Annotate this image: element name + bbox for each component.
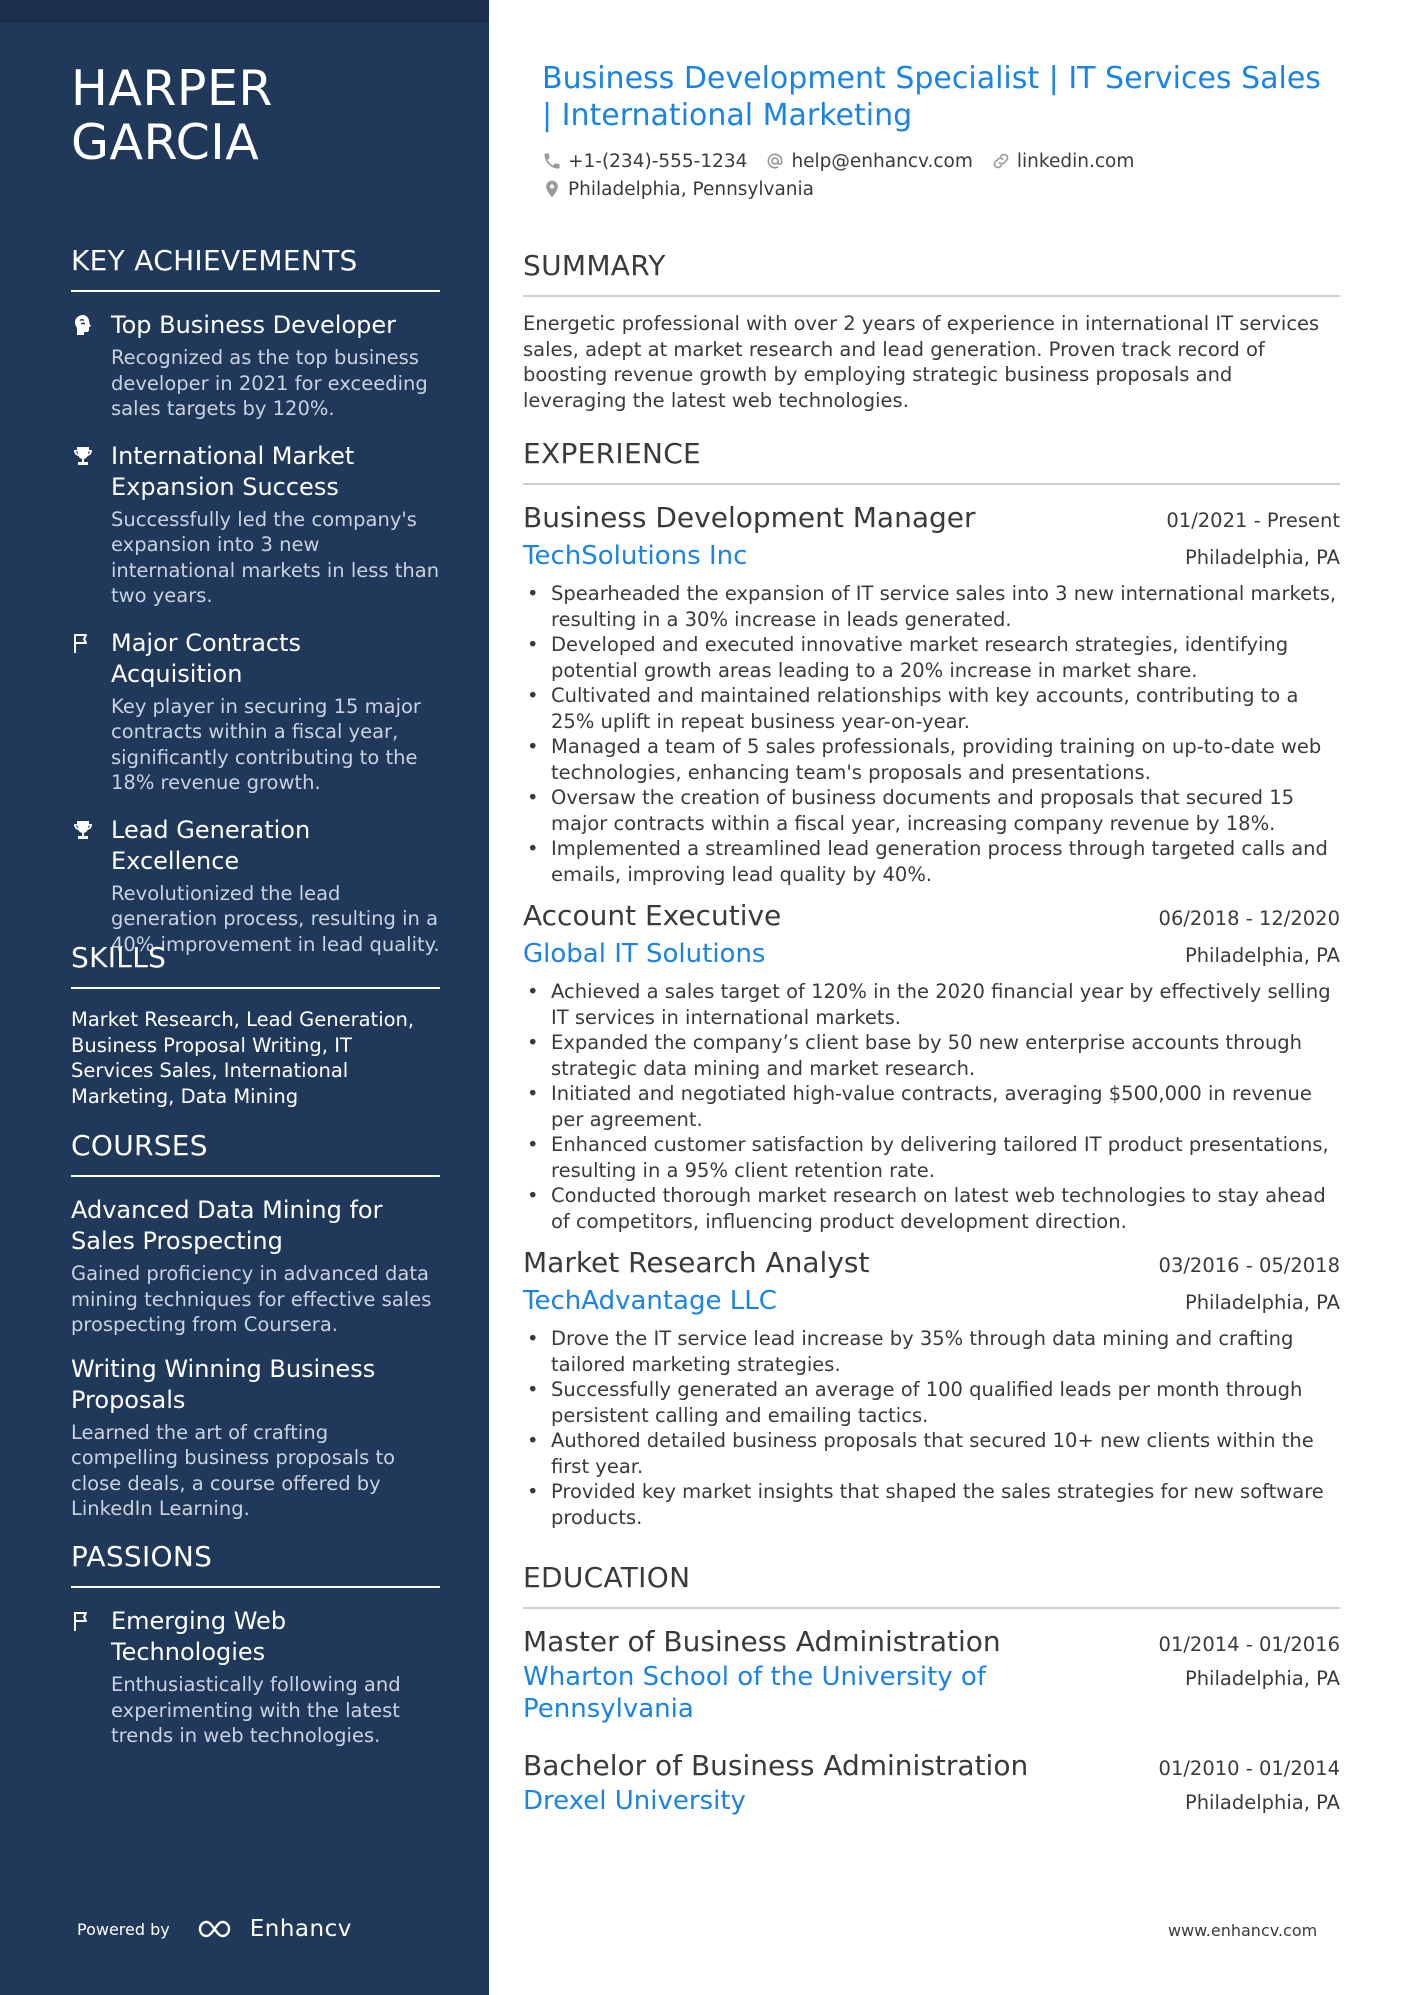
bullet-item: • Oversaw the creation of business documents and proposals that secured 15 major contracts within a fiscal year, increasing company revenue by 18%. <box>523 785 1340 836</box>
bullet-item: • Authored detailed business proposals that secured 10+ new clients within the first year. <box>523 1428 1340 1479</box>
school: Drexel University <box>523 1786 746 1816</box>
achievement-description: Key player in securing 15 major contracts within a fiscal year, significantly contributing to the 18% revenue growth. <box>111 694 421 794</box>
course-description: Learned the art of crafting compelling business proposals to close deals, a course offered by LinkedIn Learning. <box>71 1420 396 1520</box>
footer-url[interactable]: www.enhancv.com <box>1168 1921 1318 1940</box>
experience-section <box>523 437 1340 1540</box>
job-dates: 06/2018 - 12/2020 <box>1158 907 1340 930</box>
course-item <box>71 1354 440 1522</box>
bullet-item: • Enhanced customer satisfaction by delivering tailored IT product presentations, resulting in a 95% client retention rate. <box>523 1132 1340 1183</box>
degree: Bachelor of Business Administration <box>523 1749 1029 1782</box>
location-contact <box>542 179 814 200</box>
summary-section <box>523 249 1340 413</box>
key-achievements-section <box>71 244 440 976</box>
achievement-item <box>71 310 440 422</box>
job-dates: 01/2021 - Present <box>1166 509 1340 532</box>
link-icon <box>991 151 1011 171</box>
achievement-title: Major Contracts Acquisition <box>111 628 302 688</box>
contact-row <box>542 175 1332 203</box>
job-company: TechAdvantage LLC <box>523 1286 777 1316</box>
bullet-item: • Implemented a streamlined lead generation process through targeted calls and emails, improving lead quality by 40%. <box>523 836 1340 887</box>
link-text: linkedin.com <box>1016 150 1135 172</box>
bullet-item: • Conducted thorough market research on latest web technologies to stay ahead of competitors, influencing product development direction. <box>523 1183 1340 1234</box>
job-bullets <box>523 1326 1340 1530</box>
education-header <box>523 1747 1340 1785</box>
education-header <box>523 1623 1340 1661</box>
job-location: Philadelphia, PA <box>1184 944 1340 967</box>
location-pin-icon <box>542 179 562 199</box>
achievement-item <box>71 815 440 958</box>
education-subheader <box>523 1661 1340 1725</box>
experience-title: EXPERIENCE <box>523 437 1340 485</box>
job-company: Global IT Solutions <box>523 939 766 969</box>
bullet-item: • Successfully generated an average of 100 qualified leads per month through persistent calling and emailing tactics. <box>523 1377 1340 1428</box>
course-title: Writing Winning Business Proposals <box>71 1354 376 1414</box>
job-bullets <box>523 581 1340 887</box>
achievement-item <box>71 441 440 609</box>
school: Wharton School of the University of Pennsylvania <box>523 1662 986 1724</box>
bullet-item: • Developed and executed innovative market research strategies, identifying potential growth areas leading to a 20% increase in market share. <box>523 632 1340 683</box>
bullet-item: • Cultivated and maintained relationships with key accounts, contributing to a 25% uplift in repeat business year-on-year. <box>523 683 1340 734</box>
courses-title: COURSES <box>71 1129 440 1177</box>
job-entry <box>523 897 1340 1234</box>
job-dates: 03/2016 - 05/2018 <box>1158 1254 1340 1277</box>
passion-title: Emerging Web Technologies <box>111 1607 287 1666</box>
contact-row <box>542 147 1332 175</box>
bullet-item: • Provided key market insights that shaped the sales strategies for new software products. <box>523 1479 1340 1530</box>
bullet-item: • Drove the IT service lead increase by 35% through data mining and crafting tailored marketing strategies. <box>523 1326 1340 1377</box>
job-subheader <box>523 935 1340 973</box>
achievement-title: International Market Expansion Success <box>111 441 355 501</box>
brain-head-icon <box>71 313 95 337</box>
education-section <box>523 1561 1340 1839</box>
phone-icon <box>542 151 562 171</box>
passions-section <box>71 1540 440 1768</box>
powered-by-label: Powered by <box>77 1919 170 1939</box>
key-achievements-title: KEY ACHIEVEMENTS <box>71 244 440 292</box>
job-header <box>523 897 1340 935</box>
job-entry <box>523 1244 1340 1530</box>
passion-item <box>71 1606 440 1749</box>
course-title: Advanced Data Mining for Sales Prospecting <box>71 1196 383 1255</box>
candidate-name <box>71 62 273 170</box>
skills-list: Market Research, Lead Generation, Business Proposal Writing, IT Services Sales, International Marketing, Data Mining <box>71 1008 415 1108</box>
email-contact[interactable] <box>765 151 972 172</box>
link-contact[interactable] <box>991 151 1134 172</box>
job-role: Market Research Analyst <box>523 1246 870 1279</box>
job-bullets <box>523 979 1340 1234</box>
headline: Business Development Specialist | IT Services Sales | International Marketing <box>542 61 1321 133</box>
achievement-description: Successfully led the company's expansion into 3 new international markets in less than two years. <box>111 507 440 607</box>
achievement-item <box>71 628 440 796</box>
phone-contact[interactable] <box>542 151 747 172</box>
summary-title: SUMMARY <box>523 249 1340 297</box>
flag-icon <box>71 1609 95 1633</box>
bullet-item: • Initiated and negotiated high-value contracts, averaging $500,000 in revenue per agreement. <box>523 1081 1340 1132</box>
flag-icon <box>71 631 95 655</box>
trophy-icon <box>71 444 95 468</box>
first-name: HARPER <box>71 60 273 117</box>
course-item <box>71 1195 440 1338</box>
education-subheader <box>523 1785 1340 1817</box>
phone-text: +1-(234)-555-1234 <box>568 150 748 172</box>
last-name: GARCIA <box>71 114 260 171</box>
job-header <box>523 1244 1340 1282</box>
passion-description: Enthusiastically following and experimenting with the latest trends in web technologies. <box>111 1673 401 1747</box>
passions-title: PASSIONS <box>71 1540 440 1588</box>
course-description: Gained proficiency in advanced data mining techniques for effective sales prospecting from Coursera. <box>71 1262 432 1336</box>
sidebar-top-bar <box>0 0 489 23</box>
bullet-item: • Spearheaded the expansion of IT service sales into 3 new international markets, resulting in a 30% increase in leads generated. <box>523 581 1340 632</box>
job-company: TechSolutions Inc <box>523 541 748 571</box>
job-role: Account Executive <box>523 899 782 932</box>
at-icon <box>765 151 785 171</box>
sidebar <box>0 0 489 1995</box>
job-location: Philadelphia, PA <box>1184 546 1340 569</box>
bullet-item: • Achieved a sales target of 120% in the 2020 financial year by effectively selling IT services in international markets. <box>523 979 1340 1030</box>
education-dates: 01/2014 - 01/2016 <box>1158 1633 1340 1656</box>
contact-info <box>542 147 1332 203</box>
education-dates: 01/2010 - 01/2014 <box>1158 1757 1340 1780</box>
education-entry <box>523 1747 1340 1817</box>
enhancv-logo-icon <box>196 1917 242 1941</box>
job-role: Business Development Manager <box>523 501 976 534</box>
bullet-item: • Managed a team of 5 sales professionals, providing training on up-to-date web technologies, enhancing team's proposals and presentations. <box>523 734 1340 785</box>
achievement-title: Top Business Developer <box>111 311 397 339</box>
powered-by <box>77 1916 352 1942</box>
skills-title: SKILLS <box>71 941 440 989</box>
education-title: EDUCATION <box>523 1561 1340 1609</box>
degree: Master of Business Administration <box>523 1625 1001 1658</box>
location-text: Philadelphia, Pennsylvania <box>568 178 815 200</box>
email-text: help@enhancv.com <box>791 150 973 172</box>
achievement-description: Recognized as the top business developer in 2021 for exceeding sales targets by 120%. <box>111 346 428 420</box>
job-location: Philadelphia, PA <box>1184 1291 1340 1314</box>
job-header <box>523 499 1340 537</box>
summary-text: Energetic professional with over 2 years of experience in international IT services sales, adept at market research and lead generation. Proven track record of boosting revenue growth by employing strategic business proposals and leveraging the latest web technologies. <box>523 312 1320 412</box>
education-entry <box>523 1623 1340 1725</box>
job-entry <box>523 499 1340 887</box>
education-location: Philadelphia, PA <box>1184 1791 1340 1814</box>
trophy-icon <box>71 818 95 842</box>
job-subheader <box>523 1282 1340 1320</box>
achievement-title: Lead Generation Excellence <box>111 815 311 875</box>
achievement-description: Revolutionized the lead generation process, resulting in a 40% improvement in lead quality. <box>111 881 440 956</box>
skills-section <box>71 941 440 1109</box>
bullet-item: • Expanded the company’s client base by 50 new enterprise accounts through strategic data mining and market research. <box>523 1030 1340 1081</box>
enhancv-brand: Enhancv <box>249 1916 352 1942</box>
courses-section <box>71 1129 440 1538</box>
education-location: Philadelphia, PA <box>1184 1667 1340 1690</box>
job-subheader <box>523 537 1340 575</box>
